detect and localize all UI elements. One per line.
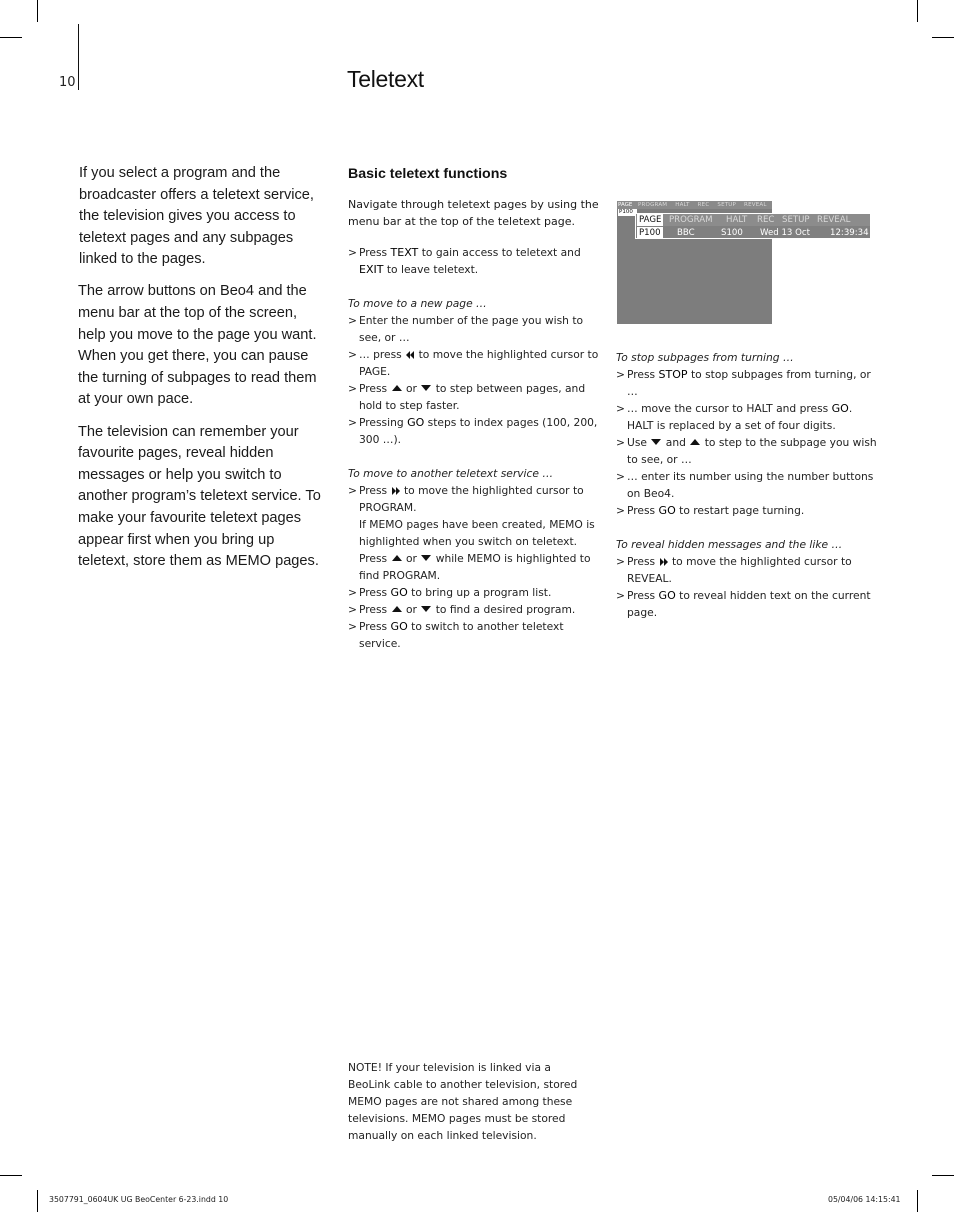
mini-page-label: PAGE bbox=[618, 202, 633, 208]
instruction-step: > … move the cursor to HALT and press GO. HALT is replaced by a set of four digits. bbox=[616, 402, 853, 432]
arrow-up-icon bbox=[392, 385, 402, 391]
crop-mark bbox=[37, 1190, 38, 1212]
mini-menu-items: PROGRAM HALT REC SETUP REVEAL bbox=[638, 202, 767, 208]
instruction-step: > Press TEXT to gain access to teletext and EXIT to leave teletext. bbox=[348, 246, 581, 277]
footer-file-info: 3507791_0604UK UG BeoCenter 6-23.indd 10 bbox=[49, 1195, 229, 1204]
status-page-number: P100 bbox=[639, 228, 661, 238]
note-text: NOTE! If your television is linked via a BeoLink cable to another television, stored MEMO pages are not shared among these televisions. MEMO pages must be stored manually on each linked television. bbox=[348, 1061, 578, 1142]
key-go: GO bbox=[407, 416, 425, 430]
menu-item-rec: REC bbox=[757, 215, 775, 225]
key-go: GO bbox=[831, 402, 849, 415]
arrow-up-icon bbox=[392, 555, 402, 561]
instruction-step: > Press or to step between pages, and hold to step faster. bbox=[348, 382, 586, 413]
arrow-up-icon bbox=[392, 606, 402, 612]
key-go: GO bbox=[390, 620, 408, 634]
instruction-step: > Enter the number of the page you wish to see, or … bbox=[348, 314, 584, 345]
crop-mark bbox=[0, 1175, 22, 1176]
crop-mark bbox=[917, 0, 918, 22]
status-time: 12:39:34 bbox=[830, 228, 869, 238]
key-go: GO bbox=[390, 586, 408, 600]
key-stop: STOP bbox=[658, 368, 688, 381]
mini-page-number: P100 bbox=[618, 209, 637, 216]
arrow-up-icon bbox=[690, 439, 700, 445]
intro-paragraph: The arrow buttons on Beo4 and the menu bar at the top of the screen, help you move to the page you want. When you get there, you can pause the turning of subpages to read them at your own pace. bbox=[78, 283, 317, 408]
menu-item-halt: HALT bbox=[726, 215, 748, 225]
subsection-title: To reveal hidden messages and the like … bbox=[616, 538, 843, 551]
subsection-title: To move to another teletext service … bbox=[348, 467, 554, 481]
key-text: TEXT bbox=[390, 246, 419, 260]
instruction-step: > Press or to find a desired program. bbox=[348, 603, 576, 617]
arrow-down-icon bbox=[421, 606, 431, 612]
intro-text bbox=[79, 163, 324, 583]
menu-item-page: PAGE bbox=[639, 215, 662, 225]
instruction-note: If MEMO pages have been created, MEMO is highlighted when you switch on teletext. Press or while MEMO is highlighted to find PROGRAM. bbox=[359, 518, 595, 583]
intro-paragraph: The television can remember your favourite pages, reveal hidden messages or help you switch to another program’s teletext service. To make your favourite teletext pages appear first when you bring up teletext, store them as MEMO pages. bbox=[78, 423, 321, 570]
menu-item-setup: SETUP bbox=[782, 215, 810, 225]
menu-item-program: PROGRAM bbox=[669, 215, 713, 225]
instruction-step: > Press GO to bring up a program list. bbox=[348, 586, 552, 600]
page-number: 10 bbox=[59, 75, 76, 90]
arrow-down-icon bbox=[421, 555, 431, 561]
intro-paragraph: If you select a program and the broadcaster offers a teletext service, the television gives you access to teletext pages and any subpages linked to the pages. bbox=[79, 165, 314, 268]
double-arrow-right-icon bbox=[660, 558, 668, 566]
key-go: GO bbox=[658, 589, 676, 602]
page-title: Teletext bbox=[347, 66, 424, 92]
instruction-step: > Pressing GO steps to index pages (100, 200, 300 …). bbox=[348, 416, 598, 447]
instruction-step: > Press to move the highlighted cursor to PROGRAM. bbox=[348, 484, 584, 515]
instruction-step: > … enter its number using the number buttons on Beo4. bbox=[616, 470, 874, 500]
status-subpage: S100 bbox=[721, 228, 743, 238]
basic-functions-column bbox=[348, 166, 604, 652]
arrow-down-icon bbox=[421, 385, 431, 391]
header-rule bbox=[78, 24, 79, 90]
instruction-step: > Press GO to reveal hidden text on the current page. bbox=[616, 589, 871, 619]
crop-mark bbox=[932, 37, 954, 38]
double-arrow-right-icon bbox=[392, 487, 400, 495]
status-date: Wed 13 Oct bbox=[760, 228, 810, 238]
instruction-step: > Press GO to switch to another teletext service. bbox=[348, 620, 564, 651]
crop-mark bbox=[932, 1175, 954, 1176]
instruction-step: > … press to move the highlighted cursor to PAGE. bbox=[348, 348, 599, 379]
teletext-menu-frame bbox=[635, 213, 871, 239]
section-lead: Navigate through teletext pages by using the menu bar at the top of the teletext page. bbox=[348, 198, 599, 229]
arrow-down-icon bbox=[651, 439, 661, 445]
instruction-step: > Press to move the highlighted cursor to REVEAL. bbox=[616, 555, 852, 585]
double-arrow-left-icon bbox=[406, 351, 414, 359]
instruction-step: > Use and to step to the subpage you wish to see, or … bbox=[616, 436, 877, 466]
crop-mark bbox=[0, 37, 22, 38]
instruction-step: > Press GO to restart page turning. bbox=[616, 504, 805, 517]
footer-timestamp: 05/04/06 14:15:41 bbox=[828, 1195, 901, 1204]
subpage-column bbox=[616, 349, 878, 621]
instruction-step: > Press STOP to stop subpages from turning, or … bbox=[616, 368, 871, 398]
status-program: BBC bbox=[677, 228, 695, 238]
subsection-title: To stop subpages from turning … bbox=[616, 351, 794, 364]
crop-mark bbox=[917, 1190, 918, 1212]
crop-mark bbox=[37, 0, 38, 22]
menu-item-reveal: REVEAL bbox=[817, 215, 851, 225]
key-go: GO bbox=[658, 504, 676, 517]
key-exit: EXIT bbox=[359, 263, 384, 277]
section-heading: Basic teletext functions bbox=[348, 166, 508, 182]
subsection-title: To move to a new page … bbox=[348, 297, 487, 311]
